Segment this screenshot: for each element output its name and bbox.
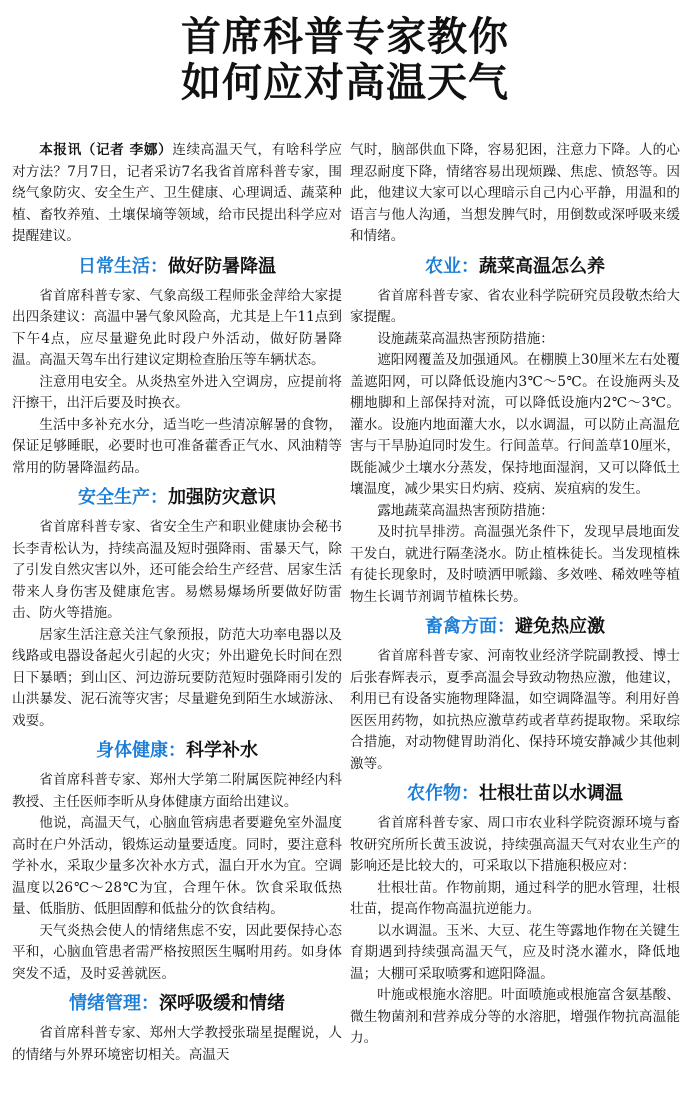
section-heading-crops (350, 779, 680, 809)
section-heading-agri (350, 252, 680, 282)
section-topic: 壮根壮苗以水调温 (479, 783, 623, 804)
body-paragraph: 省首席科普专家、省农业科学院研究员段敬杰给大家提醒。 (350, 287, 680, 325)
body-paragraph: 省首席科普专家、郑州大学教授张瑞星提醒说，人的情绪与外界环境密切相关。高温天 (12, 1025, 342, 1063)
body-paragraph: 以水调温。玉米、大豆、花生等露地作物在关键生育期遇到持续强高温天气，应及时浇水灌水，降低地温；大棚可采取喷雾和遮阳降温。 (350, 922, 680, 982)
intro-paragraph (12, 140, 342, 248)
body-paragraph: 居家生活注意关注气象预报，防范大功率电器以及线路或电器设备起火引起的火灾；外出避免长时间在烈日下暴晒；到山区、河边游玩要防范短时强降雨引发的山洪暴发、泥石流等灾害；尽量避免到陌生水域游泳、戏耍。 (12, 626, 342, 729)
section-topic: 科学补水 (186, 740, 258, 761)
section-heading-livestock (350, 612, 680, 642)
section-heading-safety (12, 483, 342, 513)
body-paragraph: 壮根壮苗。作物前期，通过科学的肥水管理，壮根壮苗，提高作物高温抗逆能力。 (350, 879, 680, 917)
body-paragraph: 叶施或根施水溶肥。叶面喷施或根施富含氨基酸、微生物菌剂和营养成分等的水溶肥，增强作物抗高温能力。 (350, 987, 680, 1046)
body-paragraph: 遮阳网覆盖及加强通风。在棚膜上30厘米左右处覆盖遮阳网，可以降低设施内3℃～5℃。在设施两头及棚地脚和上部保持对流，可以降低设施内2℃～3℃。灌水。设施内地面灌大水，以水调温，可以防止高温危害与干旱胁迫同时发生。行间盖草。行间盖草10厘米，既能减少土壤水分蒸发，保持地面湿润，又可以降低土壤温度，减少果实日灼病、疫病、炭疽病的发生。 (350, 352, 680, 497)
section-category: 身体健康： (96, 740, 186, 761)
body-paragraph: 设施蔬菜高温热害预防措施： (377, 330, 554, 347)
section-category: 农作物： (407, 783, 479, 804)
reporter-byline: 本报讯（记者 李娜） (39, 142, 173, 158)
headline-line-2: 如何应对高温天气 (181, 60, 509, 106)
section-topic: 加强防灾意识 (168, 487, 276, 508)
body-paragraph: 及时抗旱排涝。高温强光条件下，发现早晨地面发干发白，就进行隔垄浇水。防止植株徒长。当发现植株有徒长现象时，及时喷洒甲哌鎓、多效唑、稀效唑等植物生长调节剂调节植株长势。 (350, 524, 680, 605)
section-category: 情绪管理： (69, 993, 159, 1014)
body-paragraph: 生活中多补充水分，适当吃一些清凉解暑的食物，保证足够睡眠，必要时也可准备藿香正气水、风油精等常用的防暑降温药品。 (12, 416, 342, 476)
section-topic: 深呼吸缓和情绪 (159, 993, 285, 1014)
body-paragraph: 省首席科普专家、省安全生产和职业健康协会秘书长李青松认为，持续高温及短时强降雨、雷暴天气，除了引发自然灾害以外，还可能会给生产经营、居家生活带来人身伤害及健康危害。易燃易爆场所要做好防雷击、防火等措施。 (12, 519, 342, 621)
headline-line-1: 首席科普专家教你 (181, 14, 509, 60)
body-paragraph: 省首席科普专家、周口市农业科学院资源环境与畜牧研究所所长黄玉波说，持续强高温天气对农业生产的影响还是比较大的，可采取以下措施积极应对： (350, 815, 680, 874)
body-paragraph: 省首席科普专家、气象高级工程师张金萍给大家提出四条建议：高温中暑气象风险高，尤其是上午11点到下午4点，应尽量避免此时段户外活动，做好防暑降温。高温天驾车出行建议定期检查胎压等车辆状态。 (12, 287, 342, 368)
intro-text: 连续高温天气，有啥科学应对方法？7月7日，记者采访7名我省首席科普专家，围绕气象防灾、安全生产、卫生健康、心理调适、蔬菜种植、畜牧养殖、土壤保墒等领域，给市民提出科学应对提醒建议。 (12, 142, 343, 244)
section-heading-health (12, 736, 342, 766)
body-paragraph: 露地蔬菜高温热害预防措施： (377, 502, 554, 519)
body-paragraph: 天气炎热会使人的情绪焦虑不安，因此要保持心态平和，心脑血管患者需严格按照医生嘱咐用药。如身体突发不适，及时妥善就医。 (12, 922, 342, 982)
body-paragraph: 注意用电安全。从炎热室外进入空调房，应提前将汗擦干，出汗后要及时换衣。 (12, 373, 342, 411)
section-topic: 蔬菜高温怎么养 (479, 255, 605, 277)
section-topic: 做好防暑降温 (168, 255, 276, 277)
continued-paragraph: 气时，脑部供血下降，容易犯困，注意力下降。人的心理忍耐度下降，情绪容易出现烦躁、焦虑、愤怒等。因此，他建议大家可以心理暗示自己内心平静，用温和的语言与他人沟通，当想发脾气时，用倒数或深呼吸来缓和情绪。 (350, 142, 680, 244)
section-category: 畜禽方面： (425, 616, 515, 637)
right-column (350, 140, 680, 1050)
section-heading-daily (12, 252, 342, 282)
body-paragraph: 他说，高温天气，心脑血管病患者要避免室外温度高时在户外活动，锻炼运动量要适度。同时，要注意科学补水，采取少量多次补水方式，温白开水为宜。空调温度以26℃～28℃为宜，合理午休。饮食采取低热量、低脂肪、低胆固醇和低盐分的饮食结构。 (12, 815, 342, 917)
body-paragraph: 省首席科普专家、郑州大学第二附属医院神经内科教授、主任医师李昕从身体健康方面给出建议。 (12, 772, 342, 810)
section-category: 日常生活： (78, 255, 168, 277)
section-heading-mood (12, 989, 342, 1019)
left-column (12, 140, 342, 1066)
body-paragraph: 省首席科普专家、河南牧业经济学院副教授、博士后张春辉表示，夏季高温会导致动物热应激，他建议，利用已有设备实施物理降温，如空调降温等。利用好兽医医用药物，如抗热应激草药或者草药提取物。采取综合措施，对动物健胃助消化、保持环境安静减少其他刺激等。 (350, 648, 680, 772)
section-category: 农业： (425, 255, 479, 277)
headline (0, 14, 690, 106)
section-category: 安全生产： (78, 487, 168, 508)
section-topic: 避免热应激 (515, 616, 605, 637)
